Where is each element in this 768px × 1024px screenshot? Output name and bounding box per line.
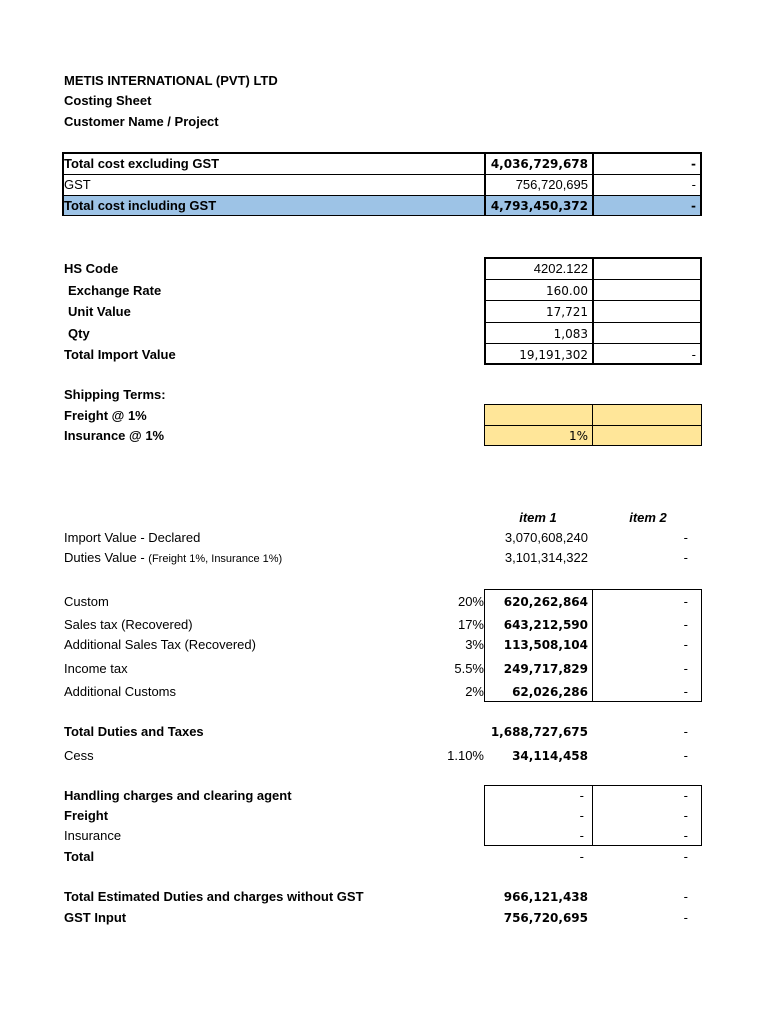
cess-value: 34,114,458 [512, 749, 588, 763]
column-item-1: item 1 [519, 510, 557, 525]
hs-code-value: 4202.122 [533, 261, 588, 276]
tax-rate-income: 5.5% [454, 661, 484, 676]
tax-value2-custom: - [683, 594, 688, 609]
tax-value-custom: 620,262,864 [503, 595, 588, 609]
qty-value: 1,083 [553, 327, 588, 341]
insurance-label: Insurance @ 1% [64, 428, 165, 443]
column-item-2: item 2 [629, 510, 667, 525]
unit-value: 17,721 [546, 305, 588, 319]
charges-freight-value2: - [683, 808, 688, 823]
freight-label: Freight @ 1% [64, 408, 147, 423]
tax-label-additional-customs: Additional Customs [64, 684, 176, 699]
charges-total-label: Total [64, 849, 95, 864]
customer-label: Customer Name / Project [64, 114, 219, 129]
tax-value-additional-sales: 113,508,104 [503, 638, 588, 652]
import-value2: - [683, 530, 688, 545]
tax-rate-sales: 17% [457, 617, 484, 632]
handling-label: Handling charges and clearing agent [64, 788, 292, 803]
summary-value2-incl: - [691, 199, 696, 213]
duties-value: 3,101,314,322 [504, 550, 588, 565]
cess-value2: - [683, 748, 688, 763]
tax-value-income: 249,717,829 [503, 662, 588, 676]
estimated-duties-label: Total Estimated Duties and charges without GST [64, 889, 364, 904]
tax-value-additional-customs: 62,026,286 [512, 685, 588, 699]
summary-value-incl: 4,793,450,372 [490, 199, 588, 213]
cess-label: Cess [64, 748, 94, 763]
total-duties-value2: - [683, 724, 688, 739]
tax-rate-custom: 20% [457, 594, 484, 609]
total-import-value: 19,191,302 [519, 348, 588, 362]
summary-label-incl: Total cost including GST [64, 198, 217, 213]
handling-value2: - [683, 788, 688, 803]
total-duties-label: Total Duties and Taxes [64, 724, 204, 739]
exchange-rate-label: Exchange Rate [68, 283, 162, 298]
total-import-label: Total Import Value [64, 347, 176, 362]
tax-label-sales: Sales tax (Recovered) [64, 617, 193, 632]
estimated-duties-value: 966,121,438 [503, 890, 588, 904]
duties-value-label: Duties Value - [64, 550, 149, 565]
tax-label-additional-sales: Additional Sales Tax (Recovered) [64, 637, 256, 652]
duties-value-label-row [64, 550, 282, 567]
charges-total-value: - [579, 849, 584, 864]
total-duties-value: 1,688,727,675 [490, 725, 588, 739]
gst-input-value: 756,720,695 [503, 911, 588, 925]
charges-insurance-label: Insurance [64, 828, 122, 843]
duties-value2: - [683, 550, 688, 565]
charges-insurance-value2: - [683, 828, 688, 843]
summary-label-gst: GST [64, 177, 91, 192]
charges-insurance-value: - [579, 828, 584, 843]
tax-rate-additional-customs: 2% [465, 684, 484, 699]
summary-label-excl: Total cost excluding GST [64, 156, 220, 171]
exchange-rate-value: 160.00 [546, 284, 588, 298]
tax-label-custom: Custom [64, 594, 109, 609]
handling-value: - [579, 788, 584, 803]
duties-value-note: (Freight 1%, Insurance 1%) [148, 553, 283, 565]
gst-input-value2: - [683, 910, 688, 925]
gst-input-label: GST Input [64, 910, 127, 925]
insurance-value: 1% [568, 429, 588, 443]
tax-label-income: Income tax [64, 661, 128, 676]
sheet-title: Costing Sheet [64, 93, 152, 108]
import-value: 3,070,608,240 [504, 530, 588, 545]
unit-value-label: Unit Value [68, 304, 131, 319]
summary-value-excl: 4,036,729,678 [490, 157, 588, 171]
qty-label: Qty [68, 326, 90, 341]
import-value-label: Import Value - Declared [64, 530, 201, 545]
tax-value2-sales: - [683, 617, 688, 632]
hs-code-label: HS Code [64, 261, 119, 276]
company-name: METIS INTERNATIONAL (PVT) LTD [64, 73, 278, 88]
estimated-duties-value2: - [683, 889, 688, 904]
charges-freight-value: - [579, 808, 584, 823]
summary-value2-gst: - [691, 177, 696, 192]
charges-freight-label: Freight [64, 808, 109, 823]
tax-rate-additional-sales: 3% [465, 637, 484, 652]
cess-rate: 1.10% [447, 748, 484, 763]
summary-value2-excl: - [691, 157, 696, 171]
tax-value2-additional-sales: - [683, 637, 688, 652]
tax-value2-income: - [683, 661, 688, 676]
summary-value-gst: 756,720,695 [515, 177, 588, 192]
total-import-value2: - [691, 347, 696, 362]
shipping-terms-title: Shipping Terms: [64, 387, 166, 402]
charges-total-value2: - [683, 849, 688, 864]
tax-value2-additional-customs: - [683, 684, 688, 699]
tax-value-sales: 643,212,590 [503, 618, 588, 632]
